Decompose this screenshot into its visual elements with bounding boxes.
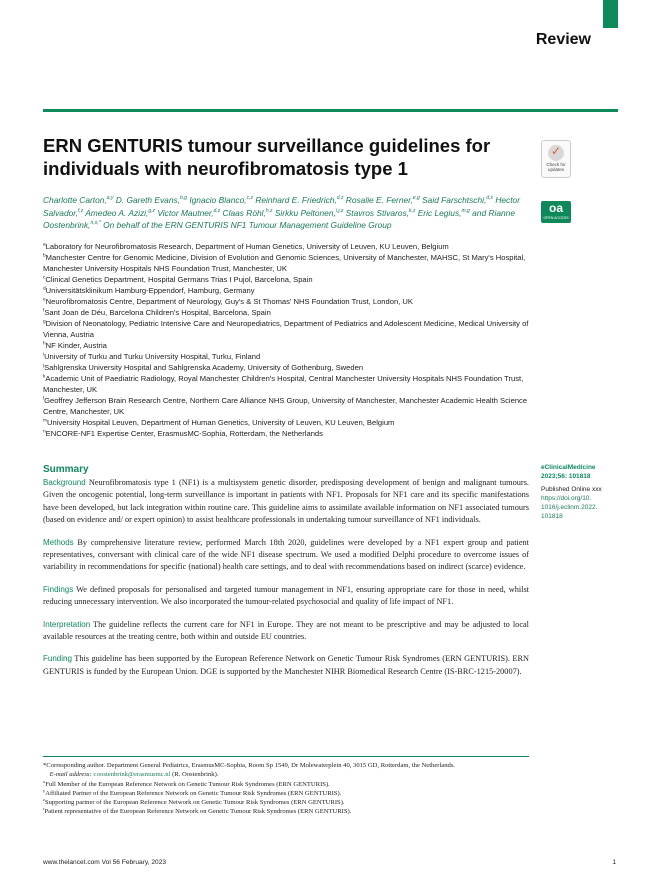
affiliation-marker: a (43, 242, 46, 248)
author-name[interactable]: Reinhard E. Friedrich, (255, 195, 337, 205)
abstract-text: Neurofibromatosis type 1 (NF1) is a multisystem genetic disorder, predisposing development of benign and malignant tumours. Given the oncogenic potential, long-term surveillance is important in patients with NF1. Proposals for NF1 care and its specific manifestations have been developed, but lack integration within routine care. This guideline aims to assimilate available information on NF1 associated tumours (based on evidence and/ or expert opinion) to assist healthcare professionals in undertaking tumour surveillance of NF1 individuals. (43, 478, 529, 525)
abstract-section-funding (43, 653, 529, 678)
author-name[interactable]: Eric Legius, (417, 207, 462, 218)
affiliation-item (43, 285, 533, 296)
affiliation-text: Neurofibromatosis Centre, Department of Neurology, Guy's & St Thomas' NHS Foundation Trust, London, UK (45, 297, 413, 306)
affiliation-text: NF Kinder, Austria (45, 341, 107, 350)
email-owner: (R. Oostenbrink). (170, 771, 219, 779)
affiliation-marker: d (43, 286, 46, 292)
author-name[interactable]: Claas Röhl, (222, 207, 266, 218)
journal-name: eClinicalMedicine (541, 464, 596, 471)
abstract-body (43, 477, 529, 688)
affiliation-item (43, 252, 533, 274)
author-name[interactable]: Sirkku Peltonen, (274, 207, 336, 218)
affiliation-item (43, 340, 533, 351)
affiliation-marker: e (43, 297, 46, 303)
footnote-marker: x (43, 778, 46, 784)
author-affiliation-marker: d,z (213, 207, 221, 214)
author-affiliation-marker: m,g (461, 207, 470, 214)
affiliation-text: Geoffrey Jefferson Brain Research Centre, Northern Care Alliance NHS Group, University of Manchester, Manchester Academic Health Science Centre, Manchester, UK (43, 396, 528, 416)
affiliation-text: ENCORE-NF1 Expertise Center, ErasmusMC-Sophia, Rotterdam, the Netherlands (45, 429, 323, 438)
affiliation-marker: k (43, 374, 46, 380)
affiliation-marker: h (43, 341, 46, 347)
email-link[interactable]: r.oostenbrink@erasmusmc.nl (93, 771, 171, 779)
abstract-text: By comprehensive literature review, performed March 18th 2020, guidelines were developed by a NF1 expert group and patient representatives, conversant with clinical care of the wide NF1 disease spectrum. We used a modified Delphi procedure to overcome issues of variability in recommendations for specific (national) health care settings, and to deal with recommendations based on indirect (scarce) evidence. (43, 537, 529, 572)
footnote-text: Supporting partner of the European Reference Network on Genetic Tumour Risk Syndromes (ERN GENTURIS). (44, 799, 345, 807)
affiliation-item (43, 296, 533, 307)
footnote-text: Full Member of the European Reference Network on Genetic Tumour Risk Syndromes (ERN GENTURIS). (45, 780, 330, 788)
author-affiliation-marker: c,z (246, 195, 253, 202)
affiliation-marker: c (43, 275, 46, 281)
email-label: E-mail address: (49, 771, 92, 779)
page-number: 1 (612, 859, 616, 866)
affiliation-marker: l (43, 396, 45, 402)
footnote-item (43, 798, 529, 807)
affiliation-item (43, 351, 533, 362)
summary-heading: Summary (43, 464, 89, 475)
header-rule (43, 109, 618, 112)
author-affiliation-marker: g,z (148, 207, 156, 214)
abstract-label: Funding (43, 654, 72, 664)
abstract-text: This guideline has been supported by the European Reference Network on Genetic Tumour Risk Syndromes (ERN GENTURIS). ERN GENTURIS is funded by the European Union. DGE is supported by the Manchester NIHR Biomedical Research Centre (IS-BRC-1215-20007). (43, 654, 529, 676)
affiliation-text: Manchester Centre for Genomic Medicine, Division of Evolution and Genomic Sciences, University of Manchester, MAHSC, St Mary's Hospital, Manchester University Hospitals NHS Foundation Trust, Manchester, UK (43, 253, 526, 273)
affiliation-item (43, 417, 533, 428)
footnote-marker: r (43, 806, 45, 812)
footnote-text: Affiliated Partner of the European Reference Network on Genetic Tumour Risk Syndromes (ERN GENTURIS). (45, 789, 342, 797)
author-affiliation-marker: a,y (106, 195, 114, 202)
abstract-label: Findings (43, 584, 74, 594)
journal-citation: 2023;56: 101818 (541, 473, 591, 480)
affiliation-marker: b (43, 253, 46, 259)
footnote-item (43, 807, 529, 816)
author-name[interactable]: Victor Mautner, (157, 207, 214, 218)
author-affiliation-marker: i,j,z (335, 207, 344, 214)
affiliation-item (43, 362, 533, 373)
section-color-tab (603, 0, 618, 28)
affiliation-item (43, 241, 533, 252)
author-name[interactable]: and Rianne Oostenbrink, (43, 207, 515, 230)
author-name[interactable]: Amedeo A. Azizi, (85, 207, 149, 218)
affiliation-item (43, 428, 533, 439)
affiliation-item (43, 307, 533, 318)
oa-label: oa (548, 201, 563, 215)
author-name[interactable]: Stavros Stivaros, (345, 207, 409, 218)
author-name[interactable]: D. Gareth Evans, (115, 195, 181, 205)
check-updates-label-1: Check for (546, 162, 566, 167)
open-access-badge (541, 201, 571, 223)
author-affiliation-marker: e,g (412, 195, 420, 202)
affiliation-text: University Hospital Leuven, Department of Human Genetics, University of Leuven, KU Leuven, Belgium (47, 418, 395, 427)
author-affiliation-marker: f,z (77, 207, 84, 214)
affiliation-item (43, 318, 533, 340)
abstract-text: The guideline reflects the current care for NF1 in Europe. They are not meant to be prescriptive and may be adjusted to local available resources at the treating centre, both within and outside EU countries. (43, 619, 529, 642)
author-name[interactable]: Ignacio Blanco, (189, 195, 247, 205)
journal-footer: www.thelancet.com Vol 56 February, 2023 (43, 859, 167, 866)
abstract-label: Methods (43, 537, 74, 547)
footnote-item (43, 789, 529, 798)
footnote-marker: y (43, 787, 46, 793)
doi-link-3[interactable]: 101818 (541, 513, 563, 520)
affiliation-marker: n (43, 429, 46, 435)
abstract-label: Interpretation (43, 619, 91, 629)
email-line (43, 770, 529, 779)
affiliation-item (43, 274, 533, 285)
oa-small-label: OPEN ACCESS (543, 216, 569, 220)
affiliation-text: Universitätsklinikum Hamburg-Eppendorf, Hamburg, Germany (45, 286, 255, 295)
abstract-label: Background (43, 478, 86, 487)
affiliation-item (43, 395, 533, 417)
doi-link-2[interactable]: 1016/j.eclinm.2022. (541, 504, 598, 511)
affiliation-text: Academic Unit of Paediatric Radiology, Royal Manchester Children's Hospital, Central Manchester University Hospitals NHS Foundation Trust, Manchester, UK (43, 374, 524, 394)
author-name[interactable]: Hector Salvador, (43, 195, 520, 218)
check-updates-label-2: updates (547, 167, 564, 172)
affiliation-text: Division of Neonatology, Pediatric Intensive Care and Neuropediatrics, Department of Pediatrics and Adolescent Medicine, Medical University of Vienna, Austria (43, 319, 529, 339)
citation-sidebar (541, 463, 631, 521)
affiliation-text: Sant Joan de Déu, Barcelona Children's Hospital, Barcelona, Spain (44, 308, 271, 317)
footnote-item (43, 780, 529, 789)
author-affiliation-marker: d,x (486, 195, 493, 202)
affiliation-marker: j (43, 363, 45, 369)
check-updates-icon (548, 145, 564, 161)
affiliation-text: Clinical Genetics Department, Hospital Germans Trias I Pujol, Barcelona, Spain (45, 275, 313, 284)
affiliation-marker: g (43, 319, 46, 325)
author-name[interactable]: Charlotte Carton, (43, 195, 107, 205)
abstract-section-findings (43, 584, 529, 609)
author-name[interactable]: Rosalie E. Ferner, (345, 195, 413, 205)
affiliation-list (43, 241, 533, 439)
published-online: Published Online xxx (541, 486, 602, 493)
corresponding-author-note: *Corresponding author. Department General Pediatrics, ErasmusMC-Sophia, Room Sp 1549, Dr Molewaterplein 40, 3015 GD, Rotterdam, the Netherlands. (43, 762, 456, 769)
affiliation-item (43, 373, 533, 395)
author-name[interactable]: Said Farschtschi, (422, 195, 487, 205)
affiliation-marker: f (43, 308, 45, 314)
abstract-section-interpretation (43, 619, 529, 644)
author-list (43, 194, 533, 232)
author-affiliation-marker: d,z (336, 195, 344, 202)
author-affiliation-marker: b,g (180, 195, 187, 202)
article-title: ERN GENTURIS tumour surveillance guidelines for individuals with neurofibromatosis type 1 (43, 135, 491, 179)
author-affiliation-marker: n,o,* (90, 220, 101, 227)
author-affiliation-marker: h,z (265, 207, 273, 214)
affiliation-marker: m (43, 418, 47, 424)
affiliation-text: Sahlgrenska University Hospital and Sahlgrenska Academy, University of Gothenburg, Sweden (44, 363, 364, 372)
abstract-section-methods (43, 537, 529, 574)
footnote-marker: z (43, 797, 45, 802)
affiliation-marker: i (43, 352, 45, 358)
abstract-text: We defined proposals for personalised and targeted tumour management in NF1, ensuring appropriate care for those in need, whilst reducing unnecessary intervention. We also incorporated the tumour-related psychosocial and quality of life impact of NF1. (43, 584, 529, 607)
footnote-rule (43, 756, 529, 757)
affiliation-text: University of Turku and Turku University Hospital, Turku, Finland (44, 352, 261, 361)
check-for-updates-badge[interactable] (541, 140, 571, 178)
author-affiliation-marker: k,z (408, 207, 416, 214)
doi-link-1[interactable]: https://doi.org/10. (541, 495, 592, 502)
footnote-text: Patient representative of the European Reference Network on Genetic Tumour Risk Syndromes (ERN GENTURIS). (44, 808, 352, 816)
author-name[interactable]: On behalf of the ERN GENTURIS NF1 Tumour Management Guideline Group (103, 220, 392, 230)
abstract-section-background (43, 477, 529, 527)
affiliation-text: Laboratory for Neurofibromatosis Research, Department of Human Genetics, University of Leuven, KU Leuven, Belgium (45, 242, 449, 251)
footnotes (43, 761, 529, 817)
section-label: Review (535, 31, 591, 48)
